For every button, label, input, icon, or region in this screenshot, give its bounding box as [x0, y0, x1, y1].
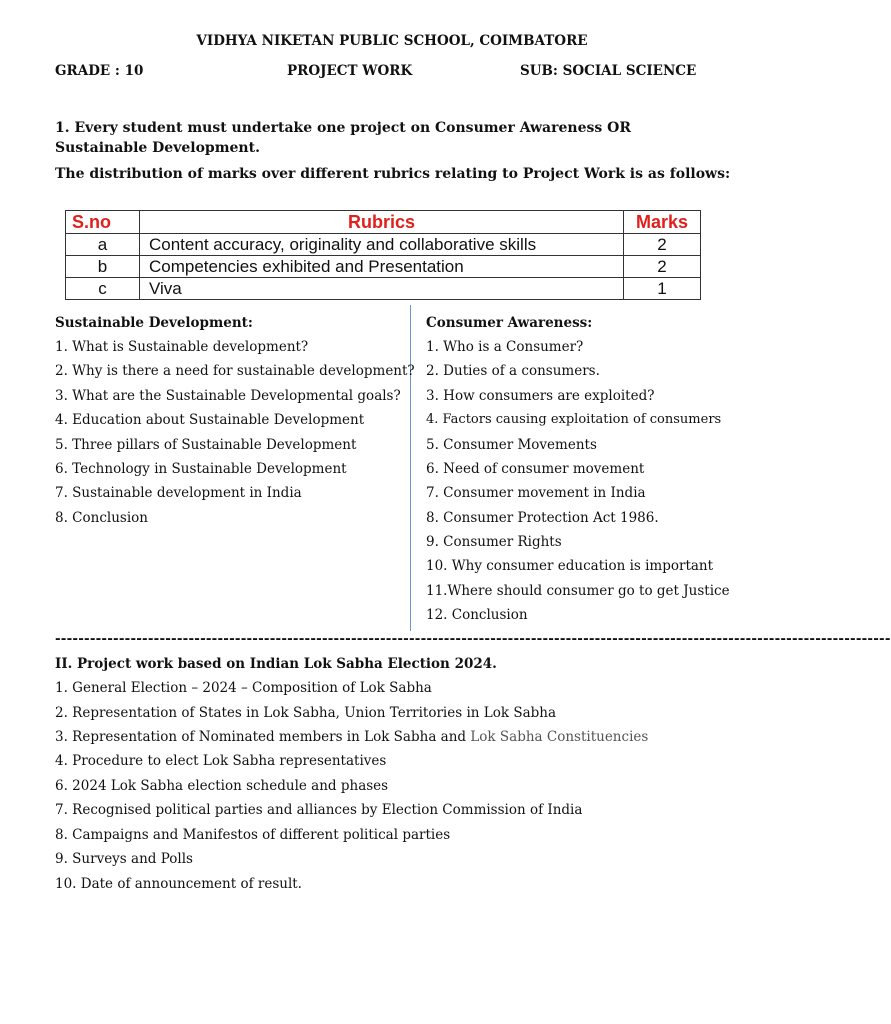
row-marks: 1 — [624, 278, 701, 300]
list-item: 8. Campaigns and Manifestos of different political parties — [55, 827, 451, 843]
list-item: 4. Education about Sustainable Development — [55, 412, 365, 428]
list-item: 4. Factors causing exploitation of consumers — [426, 412, 722, 427]
table-row — [66, 278, 701, 300]
row-rubric: Content accuracy, originality and collaborative skills — [140, 234, 624, 256]
list-item: 6. Need of consumer movement — [426, 461, 645, 477]
header-rubrics: Rubrics — [140, 211, 624, 234]
column-divider — [410, 305, 411, 631]
subject-label: SUB: SOCIAL SCIENCE — [520, 63, 697, 79]
list-item: 5. Consumer Movements — [426, 437, 597, 453]
list-item: 1. General Election – 2024 – Composition of Lok Sabha — [55, 680, 432, 696]
list-item: 8. Conclusion — [55, 510, 148, 526]
sustainable-title: Sustainable Development: — [55, 315, 253, 331]
list-item: 4. Procedure to elect Lok Sabha representatives — [55, 753, 387, 769]
list-item: 11.Where should consumer go to get Justice — [426, 583, 730, 599]
list-item: 8. Consumer Protection Act 1986. — [426, 510, 659, 526]
list-item: 3. How consumers are exploited? — [426, 388, 655, 404]
row-marks: 2 — [624, 234, 701, 256]
row-marks: 2 — [624, 256, 701, 278]
lok-sabha-title: II. Project work based on Indian Lok Sabha Election 2024. — [55, 656, 497, 672]
list-item-text: 3. Representation of Nominated members in Lok Sabha and — [55, 729, 471, 745]
row-rubric: Viva — [140, 278, 624, 300]
row-rubric: Competencies exhibited and Presentation — [140, 256, 624, 278]
list-item: 10. Date of announcement of result. — [55, 876, 302, 892]
list-item: 9. Consumer Rights — [426, 534, 562, 550]
row-sno: b — [66, 256, 140, 278]
header-sno: S.no — [66, 211, 140, 234]
list-item: 1. What is Sustainable development? — [55, 339, 309, 355]
school-name: VIDHYA NIKETAN PUBLIC SCHOOL, COIMBATORE — [196, 33, 588, 49]
grade-label: GRADE : 10 — [55, 63, 144, 79]
list-item — [55, 729, 648, 745]
list-item-highlight: Lok Sabha Constituencies — [470, 729, 649, 745]
marks-distribution-paragraph: The distribution of marks over different rubrics relating to Project Work is as follows: — [55, 166, 731, 182]
list-item: 5. Three pillars of Sustainable Development — [55, 437, 357, 453]
table-header-row — [66, 211, 701, 234]
list-item: 7. Sustainable development in India — [55, 485, 302, 501]
table-row — [66, 256, 701, 278]
instruction-paragraph: 1. Every student must undertake one project on Consumer Awareness OR Sustainable Development. — [55, 120, 631, 156]
row-sno: c — [66, 278, 140, 300]
list-item: 6. 2024 Lok Sabha election schedule and phases — [55, 778, 389, 794]
header-marks: Marks — [624, 211, 701, 234]
list-item: 2. Why is there a need for sustainable development? — [55, 363, 415, 379]
list-item: 3. What are the Sustainable Developmental goals? — [55, 388, 401, 404]
list-item: 6. Technology in Sustainable Development — [55, 461, 347, 477]
list-item: 7. Consumer movement in India — [426, 485, 646, 501]
list-item: 10. Why consumer education is important — [426, 558, 714, 574]
list-item: 9. Surveys and Polls — [55, 851, 193, 867]
rubrics-table — [65, 210, 701, 300]
consumer-title: Consumer Awareness: — [426, 315, 593, 331]
list-item: 2. Representation of States in Lok Sabha, Union Territories in Lok Sabha — [55, 705, 557, 721]
list-item: 7. Recognised political parties and alliances by Election Commission of India — [55, 802, 583, 818]
list-item: 2. Duties of a consumers. — [426, 363, 600, 379]
row-sno: a — [66, 234, 140, 256]
project-work-label: PROJECT WORK — [287, 63, 413, 79]
list-item: 12. Conclusion — [426, 607, 528, 623]
dashed-separator: ------------------------------------------------------------------------------------------------------------------------------------------------ — [55, 631, 891, 647]
table-row — [66, 234, 701, 256]
list-item: 1. Who is a Consumer? — [426, 339, 584, 355]
